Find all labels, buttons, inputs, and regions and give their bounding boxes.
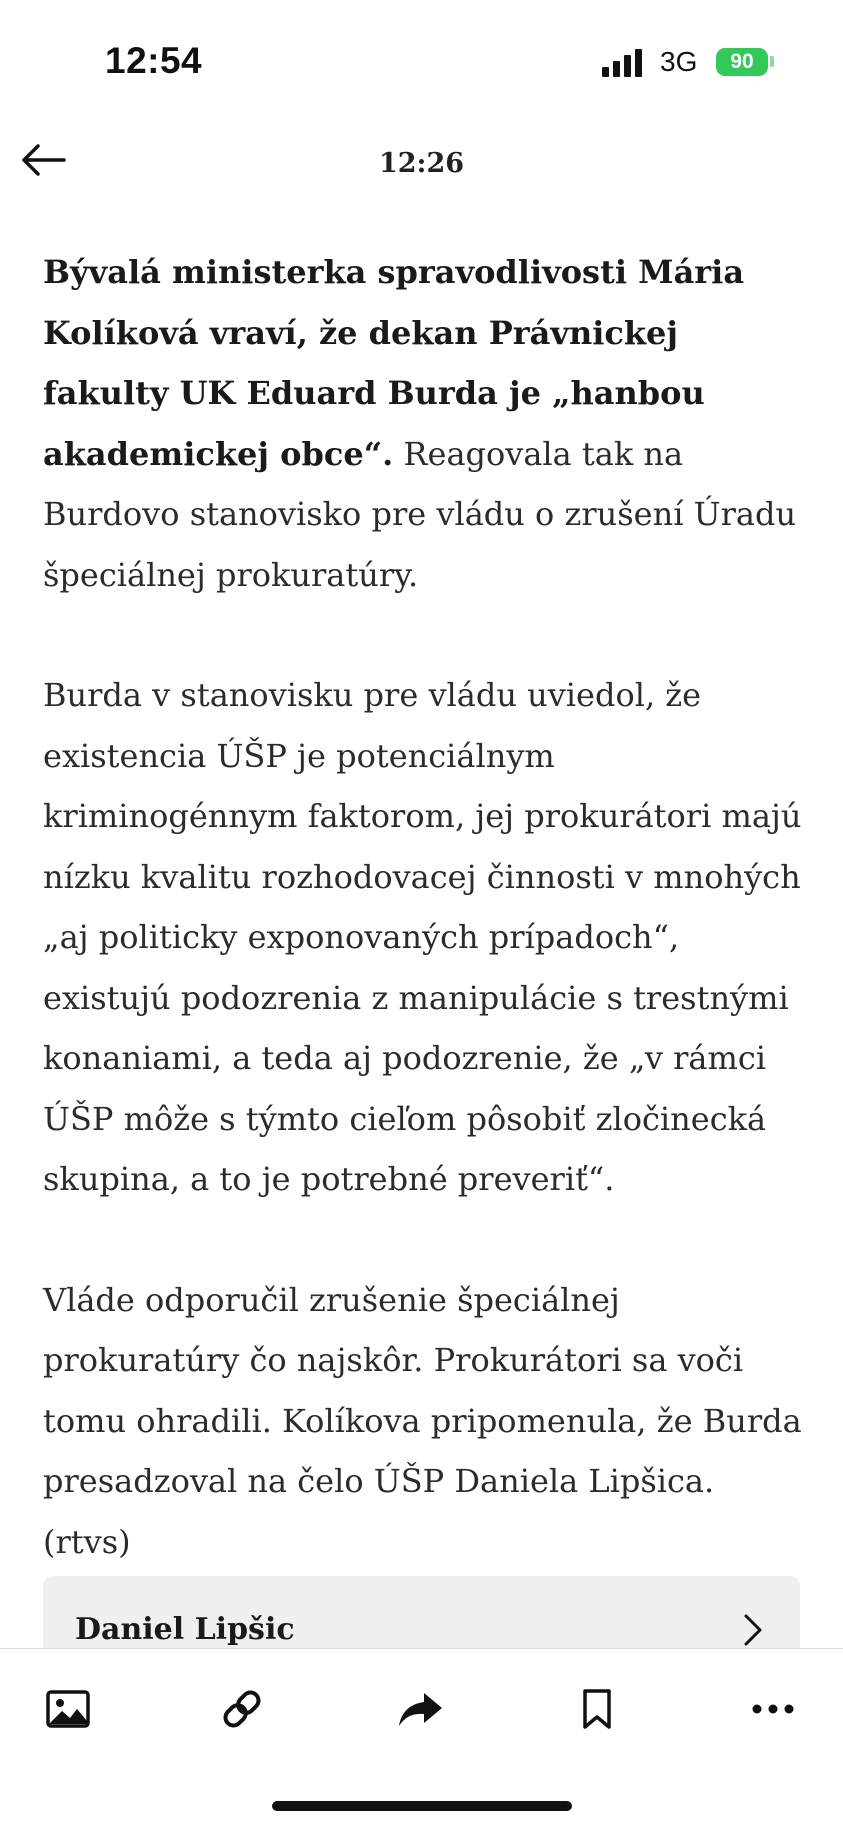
nav-bar xyxy=(0,130,843,200)
copy-link-button[interactable] xyxy=(214,1681,270,1737)
status-time: 12:54 xyxy=(105,40,203,81)
battery-icon xyxy=(716,48,768,76)
related-topic-title: Daniel Lipšic xyxy=(75,1612,295,1647)
lead-rest: Reagovala tak na Burdovo stanovisko pre vládu o zrušení Úradu špeciálnej prokuratúry. xyxy=(43,434,797,594)
link-icon xyxy=(220,1687,264,1731)
battery-level: 90 xyxy=(730,50,754,73)
share-button[interactable] xyxy=(392,1681,448,1737)
page-title: 12:26 xyxy=(378,148,465,179)
image-icon xyxy=(45,1689,91,1729)
article-paragraph: Burda v stanovisku pre vládu uviedol, že existencia ÚŠP je potenciálnym kriminogénnym faktorom, jej prokurátori majú nízku kvalitu rozhodovacej činnosti v mnohých „aj politicky exponovaných prípadoch“, existujú podozrenia z manipulácie s trestnými konaniami, a teda aj podozrenie, že „v rámci ÚŠP môže s týmto cieľom pôsobiť zločinecká skupina, a to je potrebné preveriť“. xyxy=(43,676,802,1198)
article-body xyxy=(43,242,803,1632)
signal-strength-icon xyxy=(602,49,644,77)
more-button[interactable] xyxy=(745,1681,801,1737)
network-type: 3G xyxy=(660,46,698,77)
status-bar xyxy=(0,0,843,120)
article-paragraph: Vláde odporučil zrušenie špeciálnej prokuratúry čo najskôr. Prokurátori sa voči tomu ohradili. Kolíkova pripomenula, že Burda presadzoval na čelo ÚŠP Daniela Lipšica. (rtvs) xyxy=(43,1280,802,1561)
bookmark-button[interactable] xyxy=(569,1681,625,1737)
more-icon xyxy=(751,1703,795,1715)
article-lead xyxy=(43,242,803,605)
lead-bold: Bývalá ministerka spravodlivosti Mária Kolíková vraví, že dekan Právnickej fakulty UK Eduard Burda je „hanbou akademickej obce“. xyxy=(43,253,745,473)
chevron-right-icon xyxy=(742,1612,764,1648)
battery-tip xyxy=(770,56,774,67)
home-indicator xyxy=(272,1801,572,1811)
share-icon xyxy=(396,1689,444,1729)
image-button[interactable] xyxy=(40,1681,96,1737)
bookmark-icon xyxy=(580,1688,614,1730)
